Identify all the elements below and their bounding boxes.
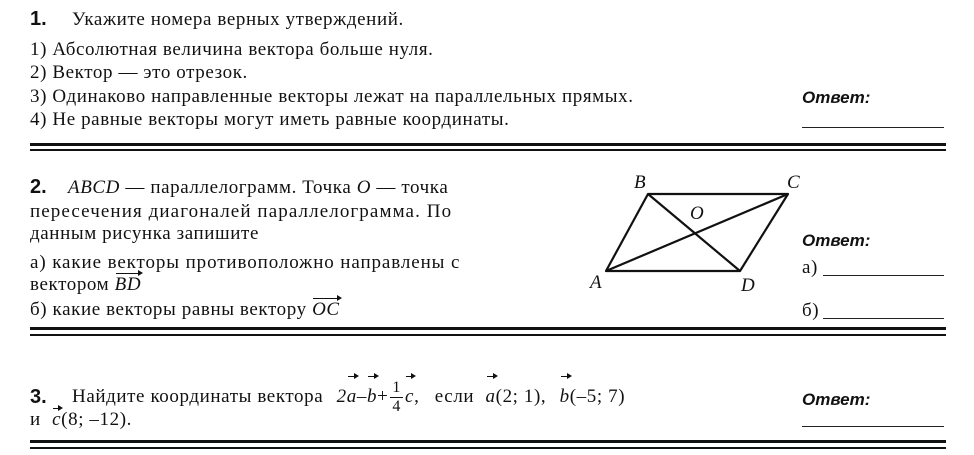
task2-item-b	[30, 300, 340, 319]
task2-answer-b-line[interactable]	[823, 318, 944, 319]
task3-line2-start: и	[30, 409, 47, 430]
task1-answer-label: Ответ:	[802, 88, 871, 107]
section-divider-1	[30, 143, 946, 146]
task3-text2: если	[434, 386, 480, 407]
vector-a-2: a	[486, 378, 496, 416]
vector-c: c	[405, 378, 414, 416]
point-label-b: B	[634, 172, 646, 193]
task2-line1-end: — точка	[371, 177, 449, 198]
task2-item-b-text: б) какие векторы равны вектору	[30, 299, 313, 320]
task1-question: Укажите номера верных утверждений.	[72, 9, 404, 30]
fraction-denominator: 4	[392, 398, 402, 416]
point-label-d: D	[741, 275, 755, 296]
task2-item-a-1: а) какие векторы противоположно направлены с	[30, 252, 461, 273]
point-label-c: C	[787, 172, 800, 193]
fraction-numerator: 1	[392, 379, 402, 397]
task3-fraction	[390, 380, 403, 415]
task2-answer-a-label: а)	[802, 257, 818, 278]
task3-text1: Найдите координаты вектора	[72, 386, 329, 407]
section-divider-3	[30, 440, 946, 443]
point-label-a: A	[590, 272, 602, 293]
task1-answer-line[interactable]	[802, 127, 944, 128]
task2-var-o: O	[356, 177, 372, 198]
task3-number: 3.	[30, 386, 47, 408]
vector-c-2: c	[52, 409, 62, 430]
vector-b: b	[367, 378, 377, 416]
task3-plus: +	[377, 386, 389, 407]
point-label-o: O	[690, 203, 704, 224]
vector-a: a	[347, 378, 357, 416]
task2-line1	[68, 178, 448, 197]
task3-minus: –	[356, 386, 367, 407]
task1-option-4: 4) Не равные векторы могут иметь равные координаты.	[30, 109, 510, 130]
task2-item-a-2	[30, 275, 141, 294]
task2-item-a-2-text: вектором	[30, 274, 115, 295]
task2-number: 2.	[30, 176, 47, 198]
task3-line1	[72, 378, 625, 416]
vector-oc: OC	[312, 299, 340, 320]
task2-line3: данным рисунка запишите	[30, 223, 259, 244]
task3-b-coords: (–5; 7)	[569, 386, 626, 407]
task1-option-2: 2) Вектор — это отрезок.	[30, 62, 248, 83]
section-divider-2	[30, 327, 946, 330]
task1-option-1: 1) Абсолютная величина вектора больше нуля.	[30, 39, 434, 60]
vector-b-2: b	[560, 378, 570, 416]
task3-coef: 2	[336, 386, 347, 407]
task3-c-coords: (8; –12).	[61, 409, 133, 430]
task3-comma: ,	[414, 386, 420, 407]
task2-answer-b-label: б)	[802, 300, 820, 321]
section-divider-1b	[30, 149, 946, 151]
task3-answer-label: Ответ:	[802, 390, 871, 409]
parallelogram-figure	[600, 180, 800, 280]
section-divider-3b	[30, 447, 946, 449]
task1-option-3: 3) Одинаково направленные векторы лежат на параллельных прямых.	[30, 86, 634, 107]
task2-answer-label: Ответ:	[802, 231, 871, 250]
task3-a-coords: (2; 1),	[495, 386, 547, 407]
task2-answer-a-line[interactable]	[823, 275, 944, 276]
task2-var-abcd: ABCD	[68, 177, 121, 198]
task3-answer-line[interactable]	[802, 426, 944, 427]
vector-bd: BD	[114, 274, 142, 295]
task3-line2	[30, 410, 132, 429]
task1-number: 1.	[30, 8, 47, 30]
task2-line1-mid: — параллелограмм. Точка	[120, 177, 357, 198]
task2-line2: пересечения диагоналей параллелограмма. По	[30, 201, 453, 222]
section-divider-2b	[30, 334, 946, 336]
